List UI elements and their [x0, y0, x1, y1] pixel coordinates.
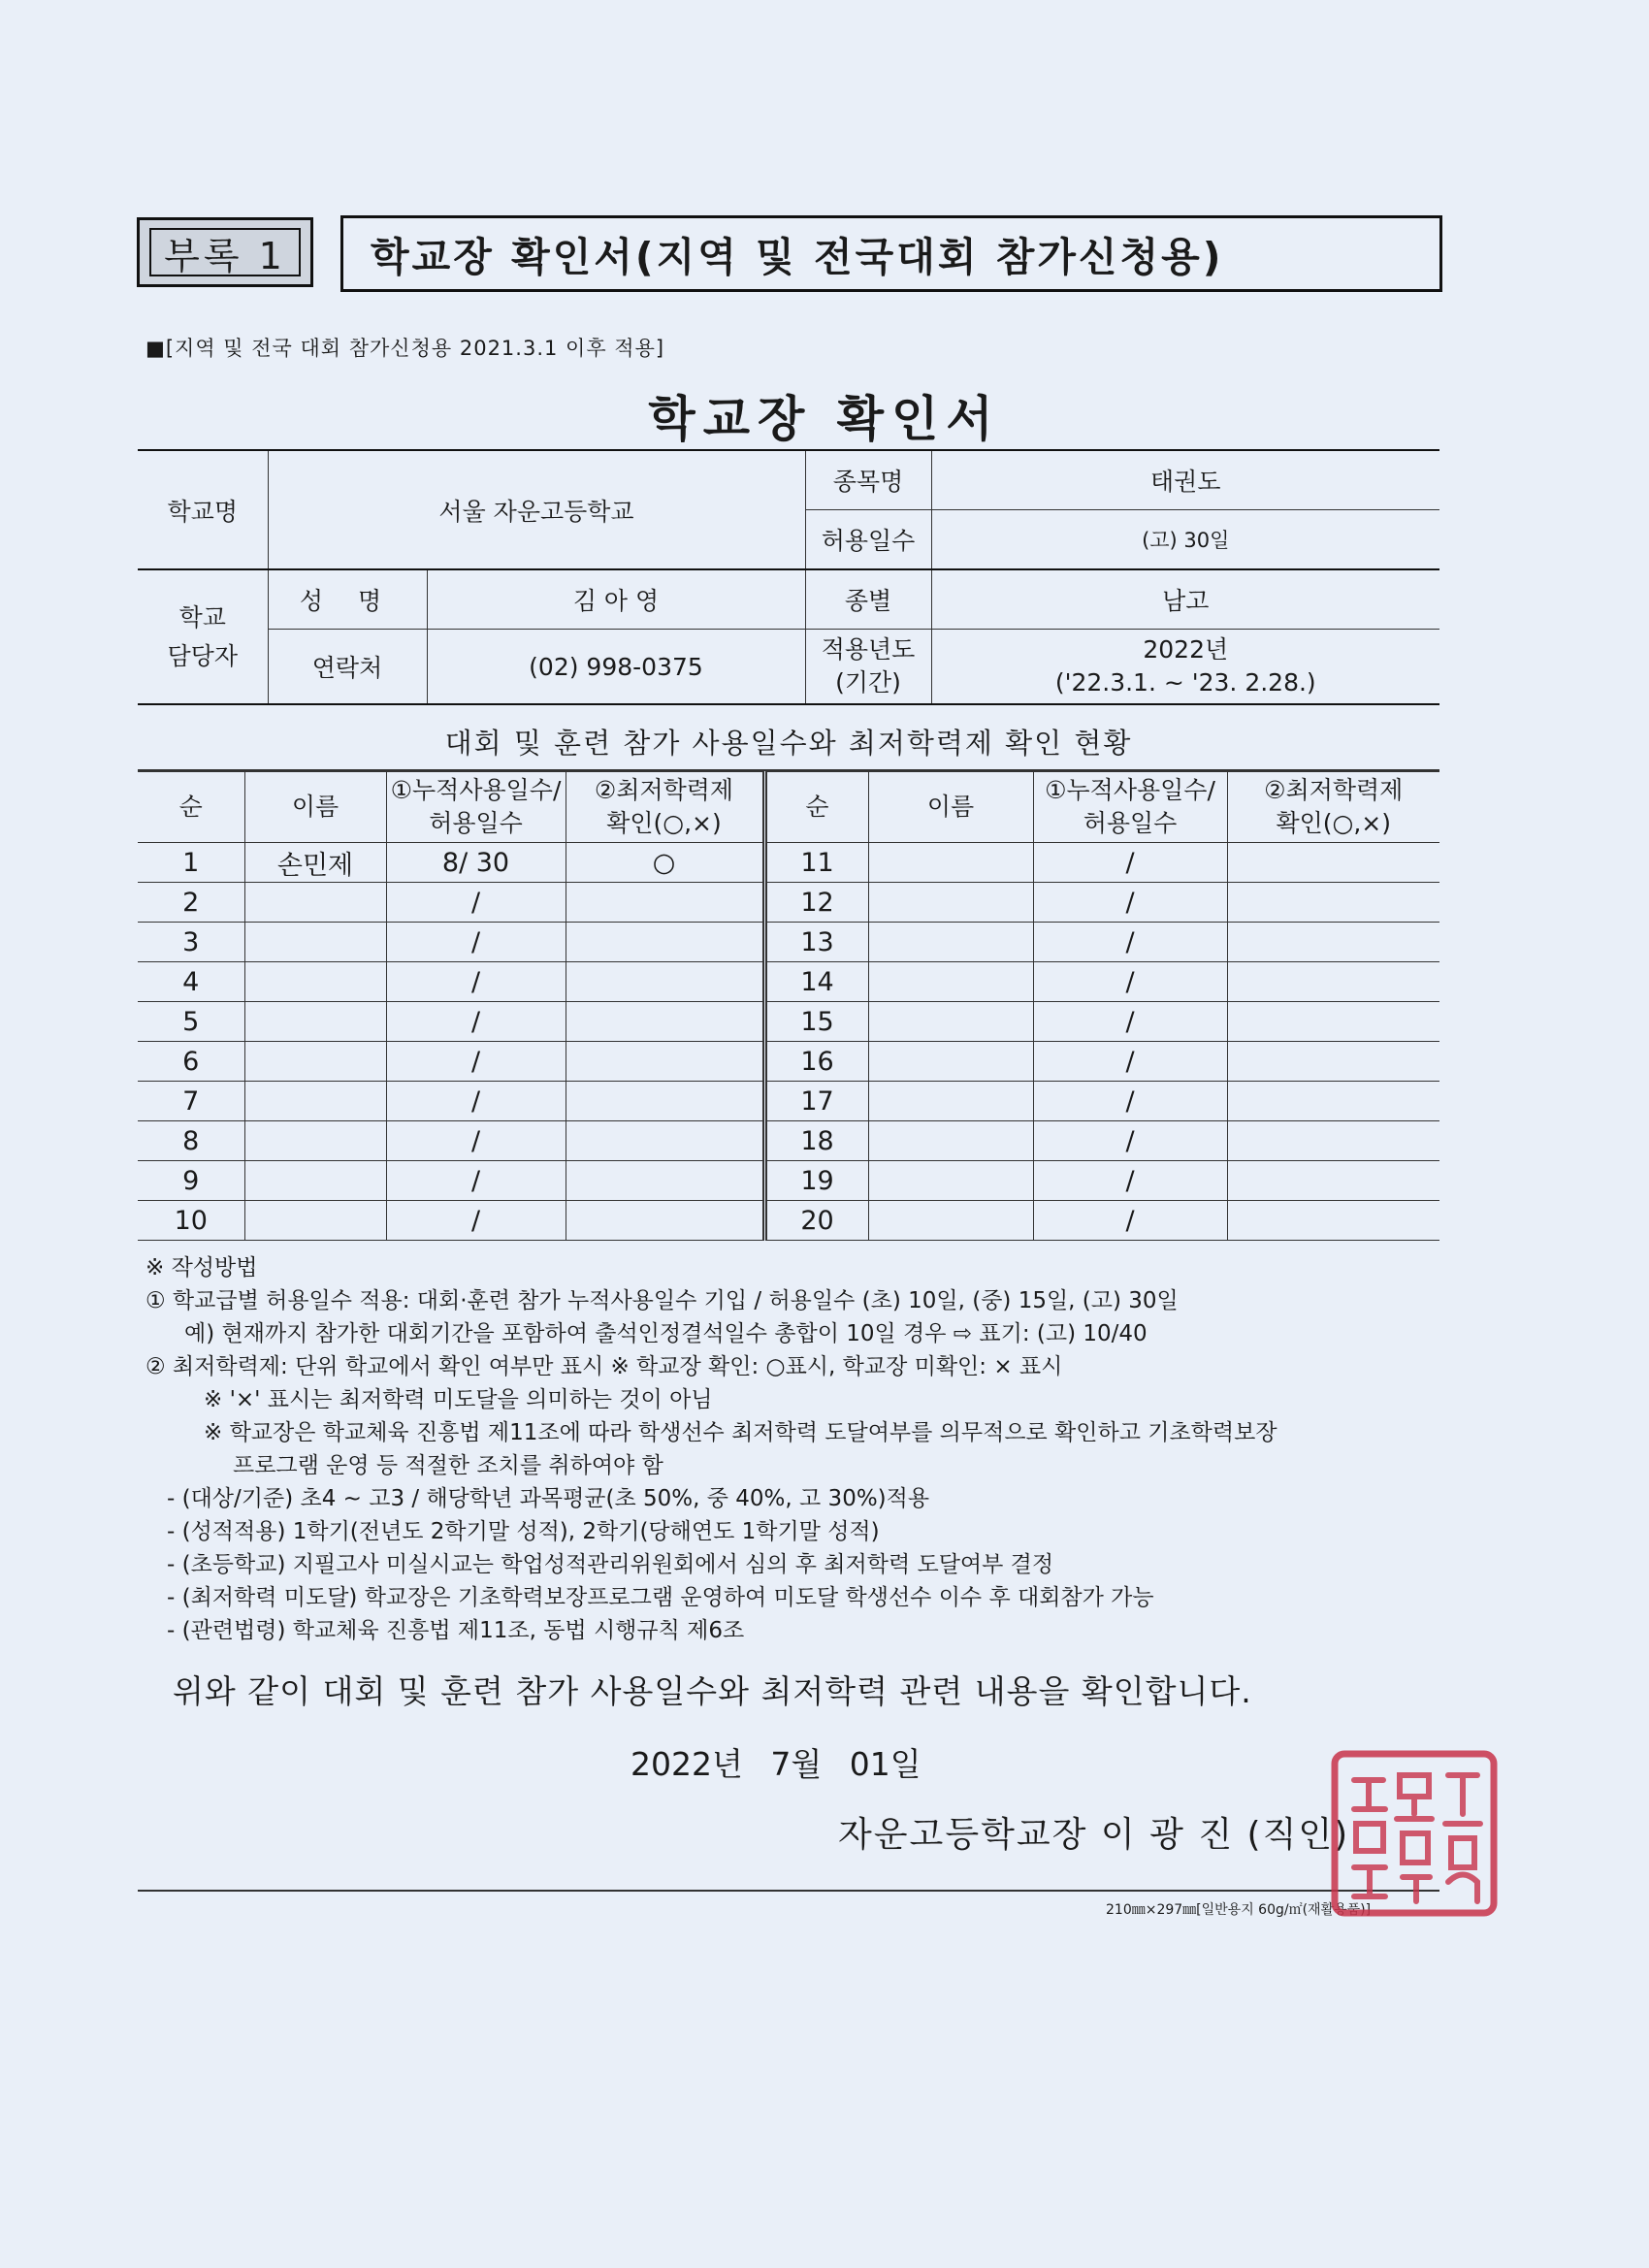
athlete-name: [868, 1042, 1033, 1082]
days-used: /: [1033, 843, 1227, 883]
athlete-name: [244, 1002, 386, 1042]
name-label: 성 명: [268, 569, 427, 630]
row-number: 9: [138, 1161, 244, 1201]
min-academic-check: [566, 883, 764, 923]
days-used: /: [386, 1161, 566, 1201]
days-used: /: [1033, 1161, 1227, 1201]
instructions: [146, 1251, 1277, 1647]
sport-value: 태권도: [931, 450, 1439, 510]
athlete-name: [244, 883, 386, 923]
days-used: 8/ 30: [386, 843, 566, 883]
period-value: [931, 630, 1439, 705]
row-number: 7: [138, 1082, 244, 1121]
row-number: 11: [764, 843, 868, 883]
days-used: /: [1033, 1201, 1227, 1241]
name-value: 김 아 영: [427, 569, 805, 630]
min-academic-check: [1227, 1042, 1439, 1082]
min-academic-check: [566, 1082, 764, 1121]
min-academic-check: [566, 1201, 764, 1241]
document-heading: 학교장 확인서(지역 및 전국대회 참가신청용): [340, 215, 1442, 292]
athlete-name: [868, 883, 1033, 923]
days-used: /: [1033, 1042, 1227, 1082]
allowed-days-label: 허용일수: [805, 510, 931, 570]
bottom-divider: [138, 1890, 1439, 1892]
athlete-name: [244, 1201, 386, 1241]
days-used: /: [1033, 923, 1227, 962]
athlete-name: [868, 1121, 1033, 1161]
principal-signature: 자운고등학교장 이 광 진 (직인): [838, 1815, 1350, 1855]
row-number: 15: [764, 1002, 868, 1042]
days-used: /: [386, 1201, 566, 1241]
header-days-1: ①누적사용일수/: [390, 776, 562, 804]
section-title: 대회 및 훈련 참가 사용일수와 최저학력제 확인 현황: [138, 713, 1439, 771]
table-row: [138, 1121, 1439, 1161]
days-used: /: [1033, 962, 1227, 1002]
note-2a: ※ '×' 표시는 최저학력 미도달을 의미하는 것이 아님: [204, 1387, 713, 1412]
athlete-name: [868, 843, 1033, 883]
row-number: 19: [764, 1161, 868, 1201]
athlete-name: [244, 923, 386, 962]
athlete-name: [868, 1002, 1033, 1042]
row-number: 17: [764, 1082, 868, 1121]
min-academic-check: [566, 1002, 764, 1042]
athlete-name: [868, 923, 1033, 962]
athlete-name: [868, 962, 1033, 1002]
min-academic-check: [1227, 883, 1439, 923]
gender-label: 종별: [805, 569, 931, 630]
header-name-right: 이름: [868, 772, 1033, 843]
period-label-line2: (기간): [835, 668, 901, 697]
days-used: /: [386, 1082, 566, 1121]
min-academic-check: [1227, 843, 1439, 883]
row-number: 3: [138, 923, 244, 962]
detail-3: - (초등학교) 지필고사 미실시교는 학업성적관리위원회에서 심의 후 최저학력 도달여부 결정: [167, 1552, 1054, 1577]
period-label: [805, 630, 931, 705]
allowed-days-value: (고) 30일: [931, 510, 1439, 570]
table-row: [138, 1161, 1439, 1201]
athlete-name: [244, 1042, 386, 1082]
period-label-line1: 적용년도: [821, 635, 916, 664]
row-number: 18: [764, 1121, 868, 1161]
appendix-text: 부록 1: [164, 234, 286, 277]
athlete-name: [244, 1121, 386, 1161]
detail-1: - (대상/기준) 초4 ~ 고3 / 해당학년 과목평균(초 50%, 중 40%, 고 30%)적용: [167, 1486, 930, 1511]
days-used: /: [1033, 883, 1227, 923]
appendix-label: [137, 217, 313, 287]
period-year: 2022년: [1143, 635, 1229, 664]
athlete-name: [244, 962, 386, 1002]
days-used: /: [386, 1121, 566, 1161]
row-number: 10: [138, 1201, 244, 1241]
header-days-right: [1033, 772, 1227, 843]
days-used: /: [386, 962, 566, 1002]
school-name-value: 서울 자운고등학교: [268, 450, 805, 569]
table-row: [138, 1082, 1439, 1121]
note-2b: ※ 학교장은 학교체육 진흥법 제11조에 따라 학생선수 최저학력 도달여부를 의무적으로 확인하고 기초학력보장: [204, 1420, 1277, 1445]
days-used: /: [1033, 1082, 1227, 1121]
min-academic-check: [566, 1042, 764, 1082]
athlete-name: [244, 1161, 386, 1201]
min-academic-check: [1227, 1082, 1439, 1121]
row-number: 1: [138, 843, 244, 883]
paper-spec: 210㎜×297㎜[일반용지 60g/㎡(재활용품)]: [1106, 1902, 1372, 1918]
table-row: [138, 883, 1439, 923]
days-used: /: [386, 923, 566, 962]
min-academic-check: [1227, 962, 1439, 1002]
official-seal-icon: [1327, 1746, 1502, 1921]
header-days: [386, 772, 566, 843]
athlete-name: [868, 1161, 1033, 1201]
row-number: 6: [138, 1042, 244, 1082]
athlete-name: [868, 1201, 1033, 1241]
row-number: 16: [764, 1042, 868, 1082]
header-days-right-2: 허용일수: [1083, 809, 1178, 837]
period-range: ('22.3.1. ~ '23. 2.28.): [1054, 668, 1316, 697]
detail-4: - (최저학력 미도달) 학교장은 기초학력보장프로그램 운영하여 미도달 학생선수 이수 후 대회참가 가능: [167, 1585, 1154, 1610]
table-row: [138, 1201, 1439, 1241]
athlete-name: 손민제: [244, 843, 386, 883]
header-days-2: 허용일수: [429, 809, 523, 837]
header-days-right-1: ①누적사용일수/: [1045, 776, 1215, 804]
detail-2: - (성적적용) 1학기(전년도 2학기말 성적), 2학기(당해연도 1학기말 성적): [167, 1519, 880, 1544]
days-used: /: [1033, 1002, 1227, 1042]
min-academic-check: [1227, 923, 1439, 962]
header-name: 이름: [244, 772, 386, 843]
days-used: /: [386, 1042, 566, 1082]
header-min-right-2: 확인(○,×): [1276, 809, 1391, 837]
min-academic-check: [1227, 1161, 1439, 1201]
days-used: /: [386, 1002, 566, 1042]
row-number: 5: [138, 1002, 244, 1042]
athlete-name: [868, 1082, 1033, 1121]
min-academic-check: [566, 962, 764, 1002]
table-row: [138, 1042, 1439, 1082]
header-min-right-1: ②최저학력제: [1264, 776, 1404, 804]
table-row: [138, 843, 1439, 883]
row-number: 13: [764, 923, 868, 962]
min-academic-check: [1227, 1121, 1439, 1161]
row-number: 4: [138, 962, 244, 1002]
header-no: 순: [138, 772, 244, 843]
detail-5: - (관련법령) 학교체육 진흥법 제11조, 동법 시행규칙 제6조: [167, 1618, 745, 1643]
days-used: /: [1033, 1121, 1227, 1161]
header-min-right: [1227, 772, 1439, 843]
sport-label: 종목명: [805, 450, 931, 510]
page-title: 학교장 확인서: [648, 391, 1001, 447]
table-row: [138, 1002, 1439, 1042]
note-1-example: 예) 현재까지 참가한 대회기간을 포함하여 출석인정결석일수 총합이 10일 경우 ⇨ 표기: (고) 10/40: [184, 1321, 1148, 1346]
note-2: ② 최저학력제: 단위 학교에서 확인 여부만 표시 ※ 학교장 확인: ○표시, 학교장 미확인: × 표시: [146, 1354, 1063, 1379]
row-number: 14: [764, 962, 868, 1002]
confirmation-statement: 위와 같이 대회 및 훈련 참가 사용일수와 최저학력 관련 내용을 확인합니다.: [173, 1672, 1252, 1710]
table-row: [138, 962, 1439, 1002]
row-number: 12: [764, 883, 868, 923]
athlete-name: [244, 1082, 386, 1121]
phone-label: 연락처: [268, 630, 427, 705]
school-info-table: [138, 449, 1439, 705]
row-number: 20: [764, 1201, 868, 1241]
note-2b-cont: 프로그램 운영 등 적절한 조치를 취하여야 함: [233, 1453, 663, 1478]
min-academic-check: [1227, 1002, 1439, 1042]
notes-heading: ※ 작성방법: [146, 1255, 258, 1280]
school-name-label: 학교명: [138, 450, 268, 569]
header-min: [566, 772, 764, 843]
min-academic-check: [566, 923, 764, 962]
applicability-note: ■[지역 및 전국 대회 참가신청용 2021.3.1 이후 적용]: [146, 337, 665, 360]
days-used: /: [386, 883, 566, 923]
min-academic-check: [566, 1161, 764, 1201]
contact-person-label: 학교 담당자: [138, 569, 268, 704]
row-number: 8: [138, 1121, 244, 1161]
row-number: 2: [138, 883, 244, 923]
phone-value: (02) 998-0375: [427, 630, 805, 705]
min-academic-check: [566, 1121, 764, 1161]
usage-table: [138, 771, 1439, 1241]
min-academic-check: [1227, 1201, 1439, 1241]
header-no-right: 순: [764, 772, 868, 843]
issue-date: 2022년 7월 01일: [630, 1745, 922, 1783]
gender-value: 남고: [931, 569, 1439, 630]
min-academic-check: ○: [566, 843, 764, 883]
table-row: [138, 923, 1439, 962]
note-1: ① 학교급별 허용일수 적용: 대회·훈련 참가 누적사용일수 기입 / 허용일수 (초) 10일, (중) 15일, (고) 30일: [146, 1288, 1179, 1313]
header-min-2: 확인(○,×): [606, 809, 722, 837]
header-min-1: ②최저학력제: [594, 776, 734, 804]
